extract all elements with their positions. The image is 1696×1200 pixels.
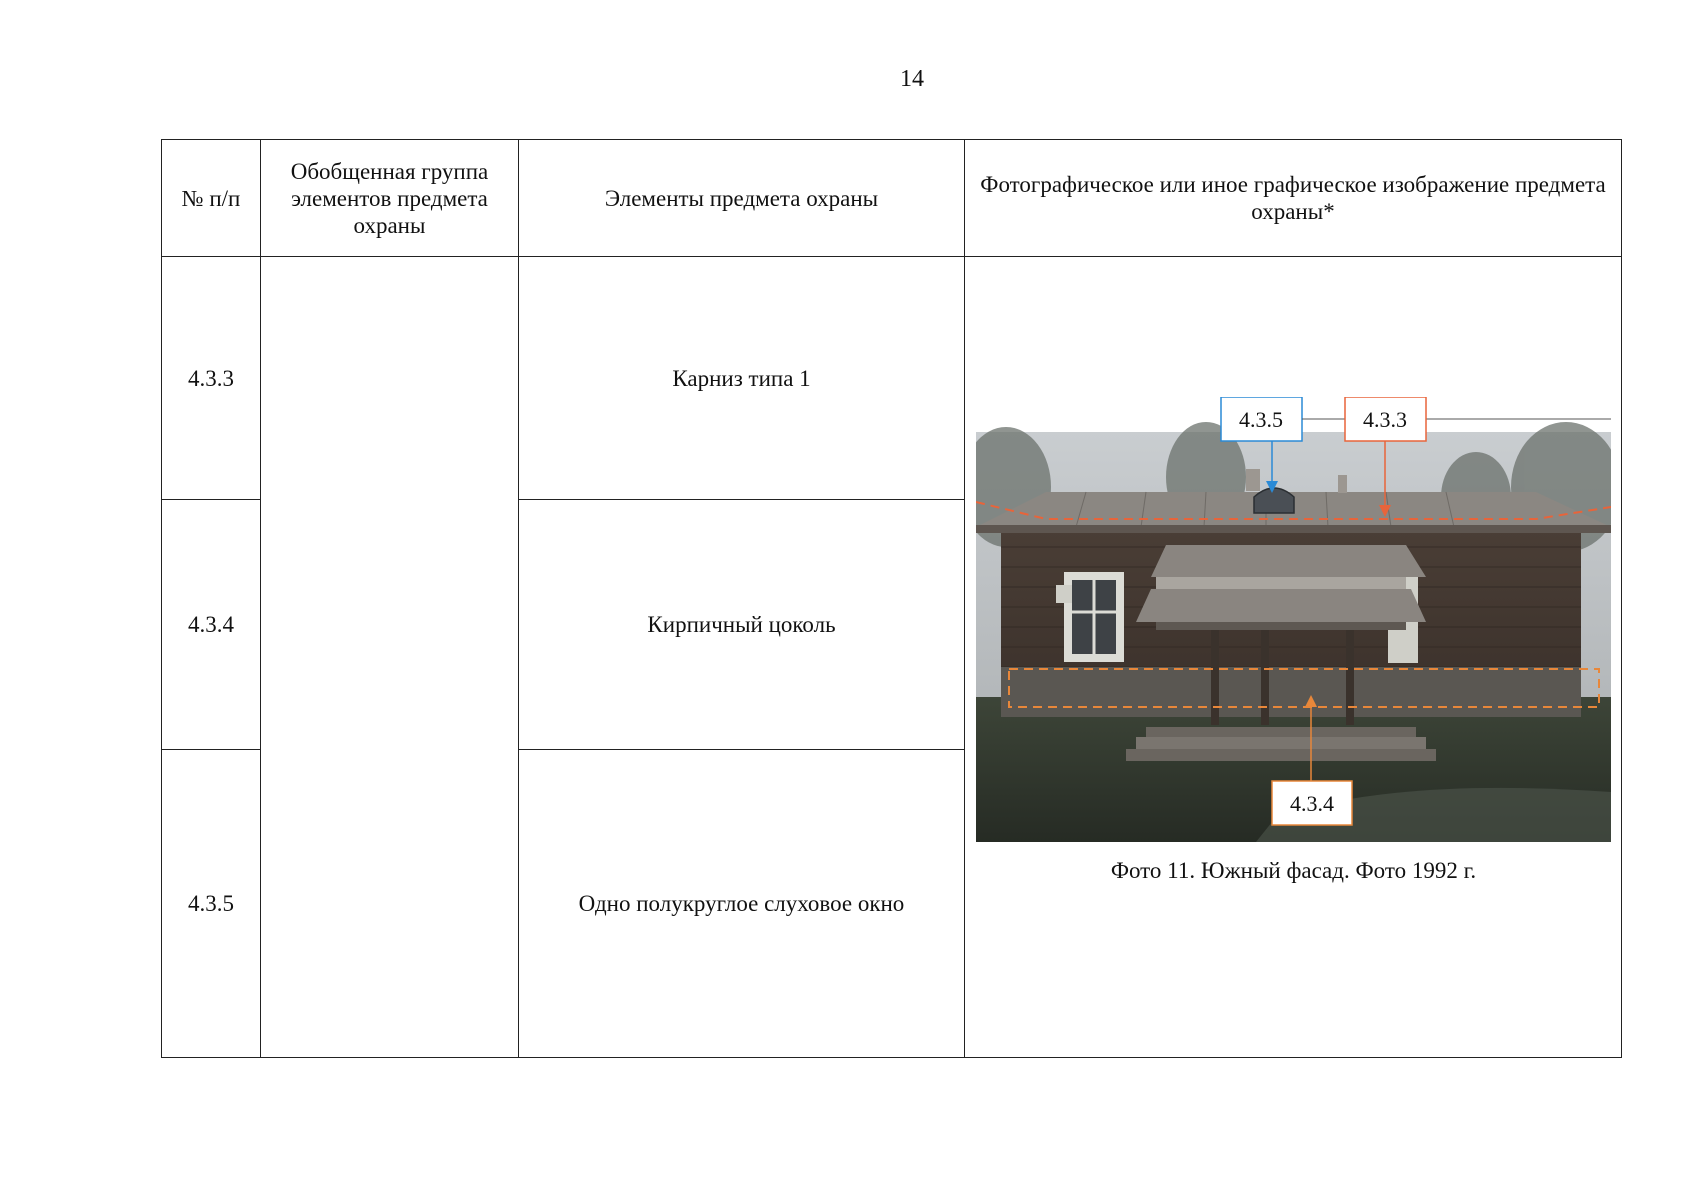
photo-area	[965, 257, 1622, 1058]
row-element: Кирпичный цоколь	[519, 500, 965, 750]
dormer-window	[1254, 488, 1294, 513]
row-num: 4.3.4	[162, 500, 261, 750]
page-number: 14	[900, 66, 924, 92]
row-element: Карниз типа 1	[519, 257, 965, 500]
row-num: 4.3.5	[162, 750, 261, 1058]
group-cell	[261, 257, 519, 1058]
header-group: Обобщенная группа элементов предмета охраны	[261, 140, 519, 257]
window-left	[1056, 572, 1124, 662]
table-header-row	[162, 140, 1622, 257]
facade-photo	[976, 397, 1611, 842]
table-row	[162, 257, 1622, 500]
callout-label-4-3-3: 4.3.3	[1363, 407, 1407, 432]
protection-elements-table	[161, 139, 1622, 1058]
photo-caption: Фото 11. Южный фасад. Фото 1992 г.	[1110, 858, 1477, 883]
header-image: Фотографическое или иное графическое изображение предмета охраны*	[965, 140, 1622, 257]
header-elements: Элементы предмета охраны	[519, 140, 965, 257]
callout-label-4-3-4: 4.3.4	[1290, 791, 1334, 816]
callout-label-4-3-5: 4.3.5	[1239, 407, 1283, 432]
brick-plinth	[1001, 667, 1581, 717]
image-cell	[965, 257, 1622, 1058]
header-num: № п/п	[162, 140, 261, 257]
row-element: Одно полукруглое слуховое окно	[519, 750, 965, 1058]
row-num: 4.3.3	[162, 257, 261, 500]
cornice	[976, 525, 1611, 533]
